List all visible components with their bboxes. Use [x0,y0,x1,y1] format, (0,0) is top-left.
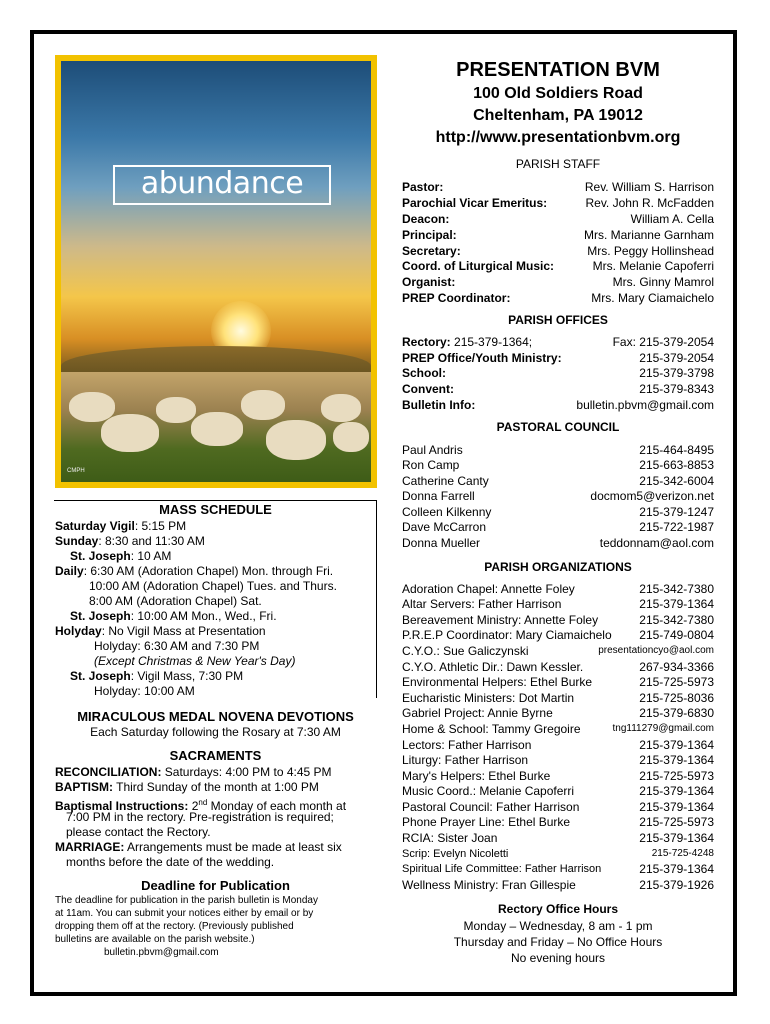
deadline-text: bulletins are available on the parish website.) [55,934,255,945]
cover-artwork [61,61,371,482]
rectory-row: Rectory: 215-379-1364; Fax: 215-379-2054 [402,335,714,349]
staff-row: Pastor: Rev. William S. Harrison [402,180,714,194]
office-hours-line: Monday – Wednesday, 8 am - 1 pm [463,919,653,933]
org-row: Home & School: Tammy Gregoire tng111279@gmail.com [402,722,714,736]
org-row: Mary's Helpers: Ethel Burke 215-725-5973 [402,769,714,783]
org-row: Altar Servers: Father Harrison 215-379-1364 [402,597,714,611]
org-row: Spiritual Life Committee: Father Harrison 215-379-1364 [402,862,714,876]
org-row: Bereavement Ministry: Annette Foley 215-342-7380 [402,613,714,627]
staff-row: Principal: Mrs. Marianne Garnham [402,228,714,242]
org-row: Liturgy: Father Harrison 215-379-1364 [402,753,714,767]
council-row: Ron Camp 215-663-8853 [402,458,714,472]
mass-schedule-heading: MASS SCHEDULE [159,502,272,517]
staff-heading: PARISH STAFF [515,157,601,171]
mass-holyday-except: (Except Christmas & New Year's Day) [94,654,296,668]
org-row: P.R.E.P Coordinator: Mary Ciamaichelo 215-749-0804 [402,628,714,642]
offices-heading: PARISH OFFICES [508,313,608,327]
org-row: RCIA: Sister Joan 215-379-1364 [402,831,714,845]
staff-row: PREP Coordinator: Mrs. Mary Ciamaichelo [402,291,714,305]
org-row: Adoration Chapel: Annette Foley 215-342-7380 [402,582,714,596]
org-row: Environmental Helpers: Ethel Burke 215-725-5973 [402,675,714,689]
deadline-text: The deadline for publication in the parish bulletin is Monday [55,895,318,906]
office-hours-line: Thursday and Friday – No Office Hours [453,935,663,949]
mass-daily: Daily: 6:30 AM (Adoration Chapel) Mon. through Fri. [55,564,334,578]
staff-row: Secretary: Mrs. Peggy Hollinshead [402,244,714,258]
baptismal-instructions-3: please contact the Rectory. [66,825,211,839]
org-row: C.Y.O. Athletic Dir.: Dawn Kessler. 267-934-3366 [402,660,714,674]
mass-saturday: Saturday Vigil: 5:15 PM [55,519,187,533]
staff-row: Deacon: William A. Cella [402,212,714,226]
org-row: Pastoral Council: Father Harrison 215-379-1364 [402,800,714,814]
address-line-2: Cheltenham, PA 19012 [473,107,643,124]
mass-daily-3: 8:00 AM (Adoration Chapel) Sat. [89,594,262,608]
office-hours-line: No evening hours [510,951,606,965]
cover-credit: CMPH [67,468,85,474]
org-row: Phone Prayer Line: Ethel Burke 215-725-5973 [402,815,714,829]
office-row: Bulletin Info: bulletin.pbvm@gmail.com [402,398,714,412]
mass-holyday-2: Holyday: 6:30 AM and 7:30 PM [94,639,260,653]
staff-row: Coord. of Liturgical Music: Mrs. Melanie Capoferri [402,259,714,273]
mass-st-joseph-vigil: St. Joseph: Vigil Mass, 7:30 PM [70,669,244,683]
deadline-text: at 11am. You can submit your notices either by email or by [55,908,314,919]
council-heading: PASTORAL COUNCIL [496,420,620,434]
office-row: Convent: 215-379-8343 [402,382,714,396]
mass-holyday-3: Holyday: 10:00 AM [94,684,195,698]
sacraments-heading: SACRAMENTS [169,748,262,763]
mass-st-joseph-weekday: St. Joseph: 10:00 AM Mon., Wed., Fri. [70,609,277,623]
org-row: Lectors: Father Harrison 215-379-1364 [402,738,714,752]
address-line-1: 100 Old Soldiers Road [473,85,643,102]
cover-title: abundance [113,165,331,205]
marriage: MARRIAGE: Arrangements must be made at least six [55,840,342,854]
deadline-email[interactable]: bulletin.pbvm@gmail.com [104,947,219,958]
staff-row: Parochial Vicar Emeritus: Rev. John R. McFadden [402,196,714,210]
parish-name: PRESENTATION BVM [456,59,660,81]
council-row: Donna Mueller teddonnam@aol.com [402,536,714,550]
council-row: Dave McCarron 215-722-1987 [402,520,714,534]
org-row: Gabriel Project: Annie Byrne 215-379-6830 [402,706,714,720]
council-row: Paul Andris 215-464-8495 [402,443,714,457]
office-hours-heading: Rectory Office Hours [497,902,619,916]
council-row: Catherine Canty 215-342-6004 [402,474,714,488]
org-row: C.Y.O.: Sue Galiczynski presentationcyo@aol.com [402,644,714,658]
org-row: Scrip: Evelyn Nicoletti 215-725-4248 [402,848,714,860]
org-row: Eucharistic Ministers: Dot Martin 215-725-8036 [402,691,714,705]
org-row: Wellness Ministry: Fran Gillespie 215-379-1926 [402,878,714,892]
reconciliation: RECONCILIATION: Saturdays: 4:00 PM to 4:45 PM [55,765,332,779]
council-row: Colleen Kilkenny 215-379-1247 [402,505,714,519]
mass-daily-2: 10:00 AM (Adoration Chapel) Tues. and Thurs. [89,579,337,593]
novena-heading: MIRACULOUS MEDAL NOVENA DEVOTIONS [77,709,354,724]
novena-text: Each Saturday following the Rosary at 7:30 AM [90,725,341,739]
website-link[interactable]: http://www.presentationbvm.org [435,129,681,146]
organizations-heading: PARISH ORGANIZATIONS [484,560,632,574]
baptismal-instructions-2: 7:00 PM in the rectory. Pre-registration is required; [66,810,334,824]
baptism: BAPTISM: Third Sunday of the month at 1:00 PM [55,780,319,794]
marriage-2: months before the date of the wedding. [66,855,275,869]
deadline-heading: Deadline for Publication [141,878,290,893]
staff-row: Organist: Mrs. Ginny Mamrol [402,275,714,289]
mass-holyday: Holyday: No Vigil Mass at Presentation [55,624,266,638]
mass-sunday: Sunday: 8:30 and 11:30 AM [55,534,205,548]
office-row: School: 215-379-3798 [402,366,714,380]
office-row: PREP Office/Youth Ministry: 215-379-2054 [402,351,714,365]
deadline-text: dropping them off at the rectory. (Previously published [55,921,294,932]
baptismal-instructions: Baptismal Instructions: 2nd Monday of each month at [55,798,347,813]
mass-st-joseph: St. Joseph: 10 AM [70,549,172,563]
sheep-field [61,372,371,482]
council-row: Donna Farrell docmom5@verizon.net [402,489,714,503]
cover-image [55,55,377,488]
org-row: Music Coord.: Melanie Capoferri 215-379-1364 [402,784,714,798]
